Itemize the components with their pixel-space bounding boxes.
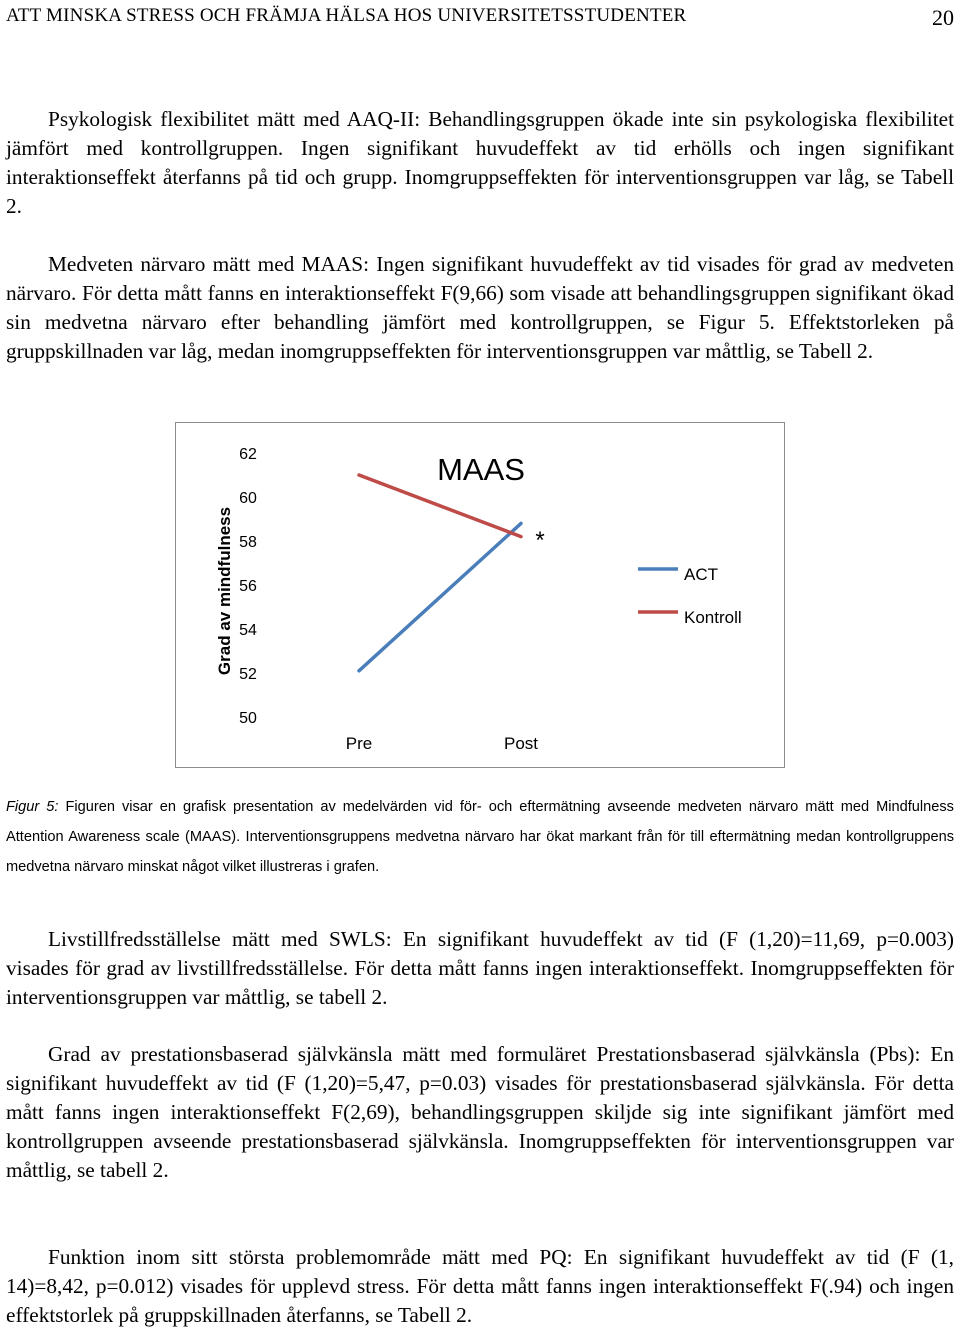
y-tick-label: 62 bbox=[239, 446, 257, 463]
paragraph-pbs bbox=[6, 1040, 954, 1185]
maas-chart bbox=[175, 422, 785, 768]
y-tick-label: 56 bbox=[239, 578, 257, 595]
series-line-act bbox=[359, 523, 521, 670]
chart-series bbox=[359, 475, 521, 671]
x-tick-label: Pre bbox=[345, 734, 373, 753]
paragraph-maas bbox=[6, 250, 954, 366]
legend-label-act: ACT bbox=[684, 565, 718, 584]
y-tick-label: 50 bbox=[239, 710, 257, 727]
y-tick-label: 54 bbox=[239, 622, 257, 639]
running-title: ATT MINSKA STRESS OCH FRÄMJA HÄLSA HOS UNIVERSITETSSTUDENTER bbox=[6, 5, 687, 26]
paragraph-text: Livstillfredsställelse mätt med SWLS: En signifikant huvudeffekt av tid (F (1,20)=11,69, p=0.003) visades för grad av livstillfredsställelse. För detta mått fanns ingen interaktionseffekt. Inomgruppseffekten för interventionsgruppen var måttlig, se tabell 2. bbox=[6, 927, 954, 1009]
paragraph-text: Medveten närvaro mätt med MAAS: Ingen signifikant huvudeffekt av tid visades för grad av medveten närvaro. För detta mått fanns en interaktionseffekt F(9,66) som visade att behandlingsgruppen signifikant ökad sin medvetna närvaro efter behandling jämfört med kontrollgruppen, se Figur 5. Effektstorleken på gruppskillnaden var låg, medan inomgruppseffekten för interventionsgruppen var måttlig, se Tabell 2. bbox=[6, 252, 954, 363]
page-number: 20 bbox=[932, 5, 954, 30]
running-header bbox=[6, 4, 954, 30]
chart-svg bbox=[176, 423, 784, 767]
figure-label: Figur 5: bbox=[6, 799, 59, 815]
figure-caption bbox=[6, 792, 954, 882]
paragraph-text: Grad av prestationsbaserad självkänsla mätt med formuläret Prestationsbaserad självkänsla (Pbs): En signifikant huvudeffekt av tid (F (1,20)=5,47, p=0.03) visades för prestationsbaserad självkänsla. För detta mått fanns ingen interaktionseffekt F(2,69), behandlingsgruppen skiljde sig inte signifikant jämfört med kontrollgruppen avseende prestationsbaserad självkänsla. Inomgruppseffekten för interventionsgruppen var måttlig, se tabell 2. bbox=[6, 1042, 954, 1182]
chart-axes bbox=[239, 446, 538, 753]
y-axis-label: Grad av mindfulness bbox=[215, 506, 234, 676]
y-tick-label: 52 bbox=[239, 666, 257, 683]
paragraph-swls bbox=[6, 925, 954, 1012]
chart-title: MAAS bbox=[437, 452, 525, 487]
chart-legend bbox=[638, 565, 742, 627]
x-tick-label: Post bbox=[503, 734, 539, 753]
legend-label-kontroll: Kontroll bbox=[684, 608, 742, 627]
y-tick-label: 60 bbox=[239, 490, 257, 507]
chart-annotation: * bbox=[535, 527, 545, 554]
paragraph-text: Psykologisk flexibilitet mätt med AAQ-II: Behandlingsgruppen ökade inte sin psykologiska flexibilitet jämfört med kontrollgruppen. Ingen signifikant huvudeffekt av tid erhölls och ingen signifikant interaktionseffekt återfanns på tid och grupp. Inomgruppseffekten för interventionsgruppen var låg, se Tabell 2. bbox=[6, 107, 954, 218]
paragraph-text: Funktion inom sitt största problemområde mätt med PQ: En signifikant huvudeffekt av tid (F (1, 14)=8,42, p=0.012) visades för upplevd stress. För detta mått fanns ingen interaktionseffekt F(.94) och ingen effektstorlek på gruppskillnaden återfanns, se Tabell 2. bbox=[6, 1245, 954, 1327]
paragraph-pq bbox=[6, 1243, 954, 1330]
figure-caption-text: Figuren visar en grafisk presentation av medelvärden vid för- och eftermätning avseende medveten närvaro mätt med Mindfulness Attention Awareness scale (MAAS). Interventionsgruppens medvetna närvaro har ökat markant från för till eftermätning medan kontrollgruppens medvetna närvaro minskat något vilket illustreras i grafen. bbox=[6, 799, 954, 875]
y-tick-label: 58 bbox=[239, 534, 257, 551]
paragraph-aaq bbox=[6, 105, 954, 221]
